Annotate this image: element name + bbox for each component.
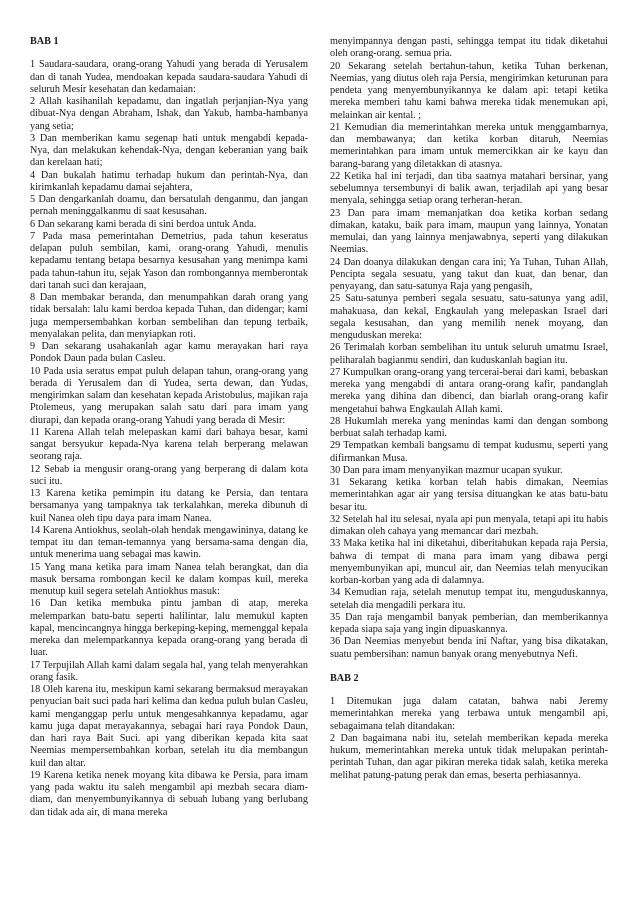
chapter-heading-2: BAB 2 xyxy=(330,672,359,684)
left-column xyxy=(30,36,308,882)
verse: 13 Karena ketika pemimpin itu datang ke Persia, dan tentara bersamanya yang tampaknya tak terkalahkan, mereka dibunuh di kuil Nanea oleh tipu daya para imam Nanea. xyxy=(30,488,308,524)
verse: 12 Sebab ia mengusir orang-orang yang berperang di dalam kota suci itu. xyxy=(30,463,308,487)
verse: 34 Kemudian raja, setelah menutup tempat itu, menguduskannya, setelah dia mengadili perkara itu. xyxy=(330,587,608,611)
verse: 27 Kumpulkan orang-orang yang tercerai-berai dari kami, bebaskan mereka yang mengabdi di antara orang-orang kafir, pandanglah mereka yang dihina dan dibenci, dan biarlah orang-orang kafir mengetahui bahwa Engkaulah Allah kami. xyxy=(330,366,608,415)
verse: 10 Pada usia seratus empat puluh delapan tahun, orang-orang yang berada di Yerusalem dan di Yudea, serta dewan, dan Yudas, mengirimkan salam dan kesehatan kepada Aristobulus, majikan raja Ptolemeus, yang merupakan salah satu dari para imam yang diurapi, dan kepada orang-orang Yahudi yang berada di Mesir: xyxy=(30,365,308,426)
verse-list-chapter-1 xyxy=(30,59,308,819)
verse: 32 Setelah hal itu selesai, nyala api pun menyala, tetapi api itu habis dimakan oleh cahaya yang memancar dari mezbah. xyxy=(330,513,608,537)
verse: 29 Tempatkan kembali bangsamu di tempat kudusmu, seperti yang difirmankan Musa. xyxy=(330,440,608,464)
verse: 22 Ketika hal ini terjadi, dan tiba saatnya matahari bersinar, yang sebelumnya tersembunyi di balik awan, terjadilah api yang besar menyala, sehingga setiap orang terheran-heran. xyxy=(330,170,608,207)
verse: 1 Ditemukan juga dalam catatan, bahwa nabi Jeremy memerintahkan mereka yang terbawa untuk mengambil api, sebagaimana telah ditandakan: xyxy=(330,696,608,732)
verse: 21 Kemudian dia memerintahkan mereka untuk menggambarnya, dan membawanya; dan ketika korban ditaruh, Neemias memerintahkan para imam untuk memercikkan air ke kayu dan barang-barang yang diletakkan di atasnya. xyxy=(330,121,608,170)
verse: 6 Dan sekarang kami berada di sini berdoa untuk Anda. xyxy=(30,218,257,230)
verse: 8 Dan membakar beranda, dan menumpahkan darah orang yang tidak bersalah: lalu kami berdoa kepada Tuhan, dan didengar; kami juga mempersembahkan korban sembelihan dan tepung terbaik, menyalakan pelita, dan menyiapkan roti. xyxy=(30,292,308,340)
verse: 2 Allah kasihanilah kepadamu, dan ingatlah perjanjian-Nya yang dibuat-Nya dengan Abraham, Ishak, dan Yakub, hamba-hambanya yang setia; xyxy=(30,96,308,132)
verse: 18 Oleh karena itu, meskipun kami sekarang bermaksud merayakan penyucian bait suci pada hari kelima dan kedua puluh bulan Casleu, kami menganggap perlu untuk mengesahkannya kepadamu, agar kamu juga dapat merayakannya, sebagai hari raya Pondok Daun, dan hari raya Bait Suci. api yang diberikan kepada kita saat Neemias mempersembahkan korban, setelah itu dia membangun kuil dan altar. xyxy=(30,684,308,769)
verse-list-chapter-2 xyxy=(330,696,608,782)
verse: 5 Dan dengarkanlah doamu, dan bersatulah denganmu, dan jangan pernah meninggalkanmu di saat kesusahan. xyxy=(30,194,308,218)
verse: 4 Dan bukalah hatimu terhadap hukum dan perintah-Nya, dan kirimkanlah kepadamu damai sejahtera, xyxy=(30,169,308,193)
verse: 24 Dan doanya dilakukan dengan cara ini; Ya Tuhan, Tuhan Allah, Pencipta segala sesuatu, yang takut dan kuat, dan benar, dan penyayang, dan satu-satunya Raja yang pengasih, xyxy=(330,256,608,292)
verse: 7 Pada masa pemerintahan Demetrius, pada tahun keseratus delapan puluh sembilan, kami, orang-orang Yahudi, menulis kepadamu tentang betapa besarnya kesusahan yang menimpa kami pada tahun-tahun itu, sejak Yason dan rombongannya memberontak dari tanah suci dan kerajaan, xyxy=(30,230,308,291)
verse: 11 Karena Allah telah melepaskan kami dari bahaya besar, kami sangat bersyukur kepada-Nya karena telah berperang melawan seorang raja. xyxy=(30,426,308,463)
verse: 35 Dan raja mengambil banyak pemberian, dan memberikannya kepada siapa saja yang ingin dipuaskannya. xyxy=(330,611,608,635)
verse: menyimpannya dengan pasti, sehingga tempat itu tidak diketahui oleh orang-orang. semua pria. xyxy=(330,36,608,60)
verse: 33 Maka ketika hal ini diketahui, diberitahukan kepada raja Persia, bahwa di tempat di mana para imam yang dibawa pergi menyembunyikan api, muncul air, dan Neemias telah menyucikan korban-korban yang ada di dalamnya. xyxy=(330,538,608,586)
verse: 23 Dan para imam memanjatkan doa ketika korban sedang dimakan, kataku, baik para imam, maupun yang lainnya, Yonatan memulai, dan yang lainnya menjawabnya, seperti yang dilakukan Neemias. xyxy=(330,207,608,256)
verse: 28 Hukumlah mereka yang menindas kami dan dengan sombong berbuat salah terhadap kami. xyxy=(330,415,608,439)
verse: 30 Dan para imam menyanyikan mazmur ucapan syukur. xyxy=(330,464,563,476)
verse: 16 Dan ketika membuka pintu jamban di atap, mereka melemparkan batu-batu seperti halilintar, lalu memukul kapten kapal, mencincangnya hingga berkeping-keping, memenggal kepala mereka dan melemparkannya kepada orang-orang yang berada di luar. xyxy=(30,598,308,659)
verse: 36 Dan Neemias menyebut benda ini Naftar, yang bisa dikatakan, suatu pembersihan: namun banyak orang menyebutnya Nefi. xyxy=(330,636,608,660)
verse: 31 Sekarang ketika korban telah habis dimakan, Neemias memerintahkan agar air yang tersisa dituangkan ke atas batu-batu besar itu. xyxy=(330,477,608,513)
verse: 26 Terimalah korban sembelihan itu untuk seluruh umatmu Israel, peliharalah bagianmu sendiri, dan kuduskanlah bagian itu. xyxy=(330,342,608,366)
verse: 14 Karena Antiokhus, seolah-olah hendak mengawininya, datang ke tempat itu dan teman-temannya yang bersama-sama dengan dia, untuk menerima uang sebagai mas kawin. xyxy=(30,524,308,561)
chapter-heading-1: BAB 1 xyxy=(30,36,59,47)
verse: 15 Yang mana ketika para imam Nanea telah berangkat, dan dia masuk bersama rombongan kecil ke dalam kompas kuil, mereka menutup kuil segera setelah Antiokhus masuk: xyxy=(30,561,308,598)
verse: 19 Karena ketika nenek moyang kita dibawa ke Persia, para imam yang pada waktu itu saleh mengambil api mezbah secara diam-diam, dan menyembunyikannya di sebuah lubang yang berlubang dan tidak ada air, di mana mereka xyxy=(30,769,308,818)
verse: 2 Dan bagaimana nabi itu, setelah memberikan kepada mereka hukum, memerintahkan mereka untuk tidak melupakan perintah-perintah Tuhan, dan agar pikiran mereka tidak salah, ketika mereka melihat patung-patung perak dan emas, beserta perhiasannya. xyxy=(330,732,608,781)
verse: 1 Saudara-saudara, orang-orang Yahudi yang berada di Yerusalem dan di tanah Yudea, mendoakan kepada saudara-saudara Yahudi di seluruh Mesir kesehatan dan kedamaian: xyxy=(30,59,308,95)
verse: 17 Terpujilah Allah kami dalam segala hal, yang telah menyerahkan orang fasik. xyxy=(30,659,308,683)
verse: 9 Dan sekarang usahakanlah agar kamu merayakan hari raya Pondok Daun pada bulan Casleu. xyxy=(30,341,308,365)
verse-list-chapter-1-continued xyxy=(330,36,608,661)
verse: 25 Satu-satunya pemberi segala sesuatu, satu-satunya yang adil, mahakuasa, dan kekal, Engkaulah yang melepaskan Israel dari segala kesusahan, dan yang memilih nenek moyang, dan menguduskan mereka: xyxy=(330,293,608,341)
verse: 20 Sekarang setelah bertahun-tahun, ketika Tuhan berkenan, Neemias, yang diutus oleh raja Persia, mengirimkan keturunan para pendeta yang menyembunyikannya ke dalam api: tetapi ketika mereka memberi tahu kami bahwa mereka tidak menemukan api, melainkan air kental. ; xyxy=(330,60,608,121)
right-column xyxy=(330,36,608,882)
verse: 3 Dan memberikan kamu segenap hati untuk mengabdi kepada-Nya, dan melakukan kehendak-Nya, dengan keberanian yang baik dan kerelaan hati; xyxy=(30,132,308,169)
